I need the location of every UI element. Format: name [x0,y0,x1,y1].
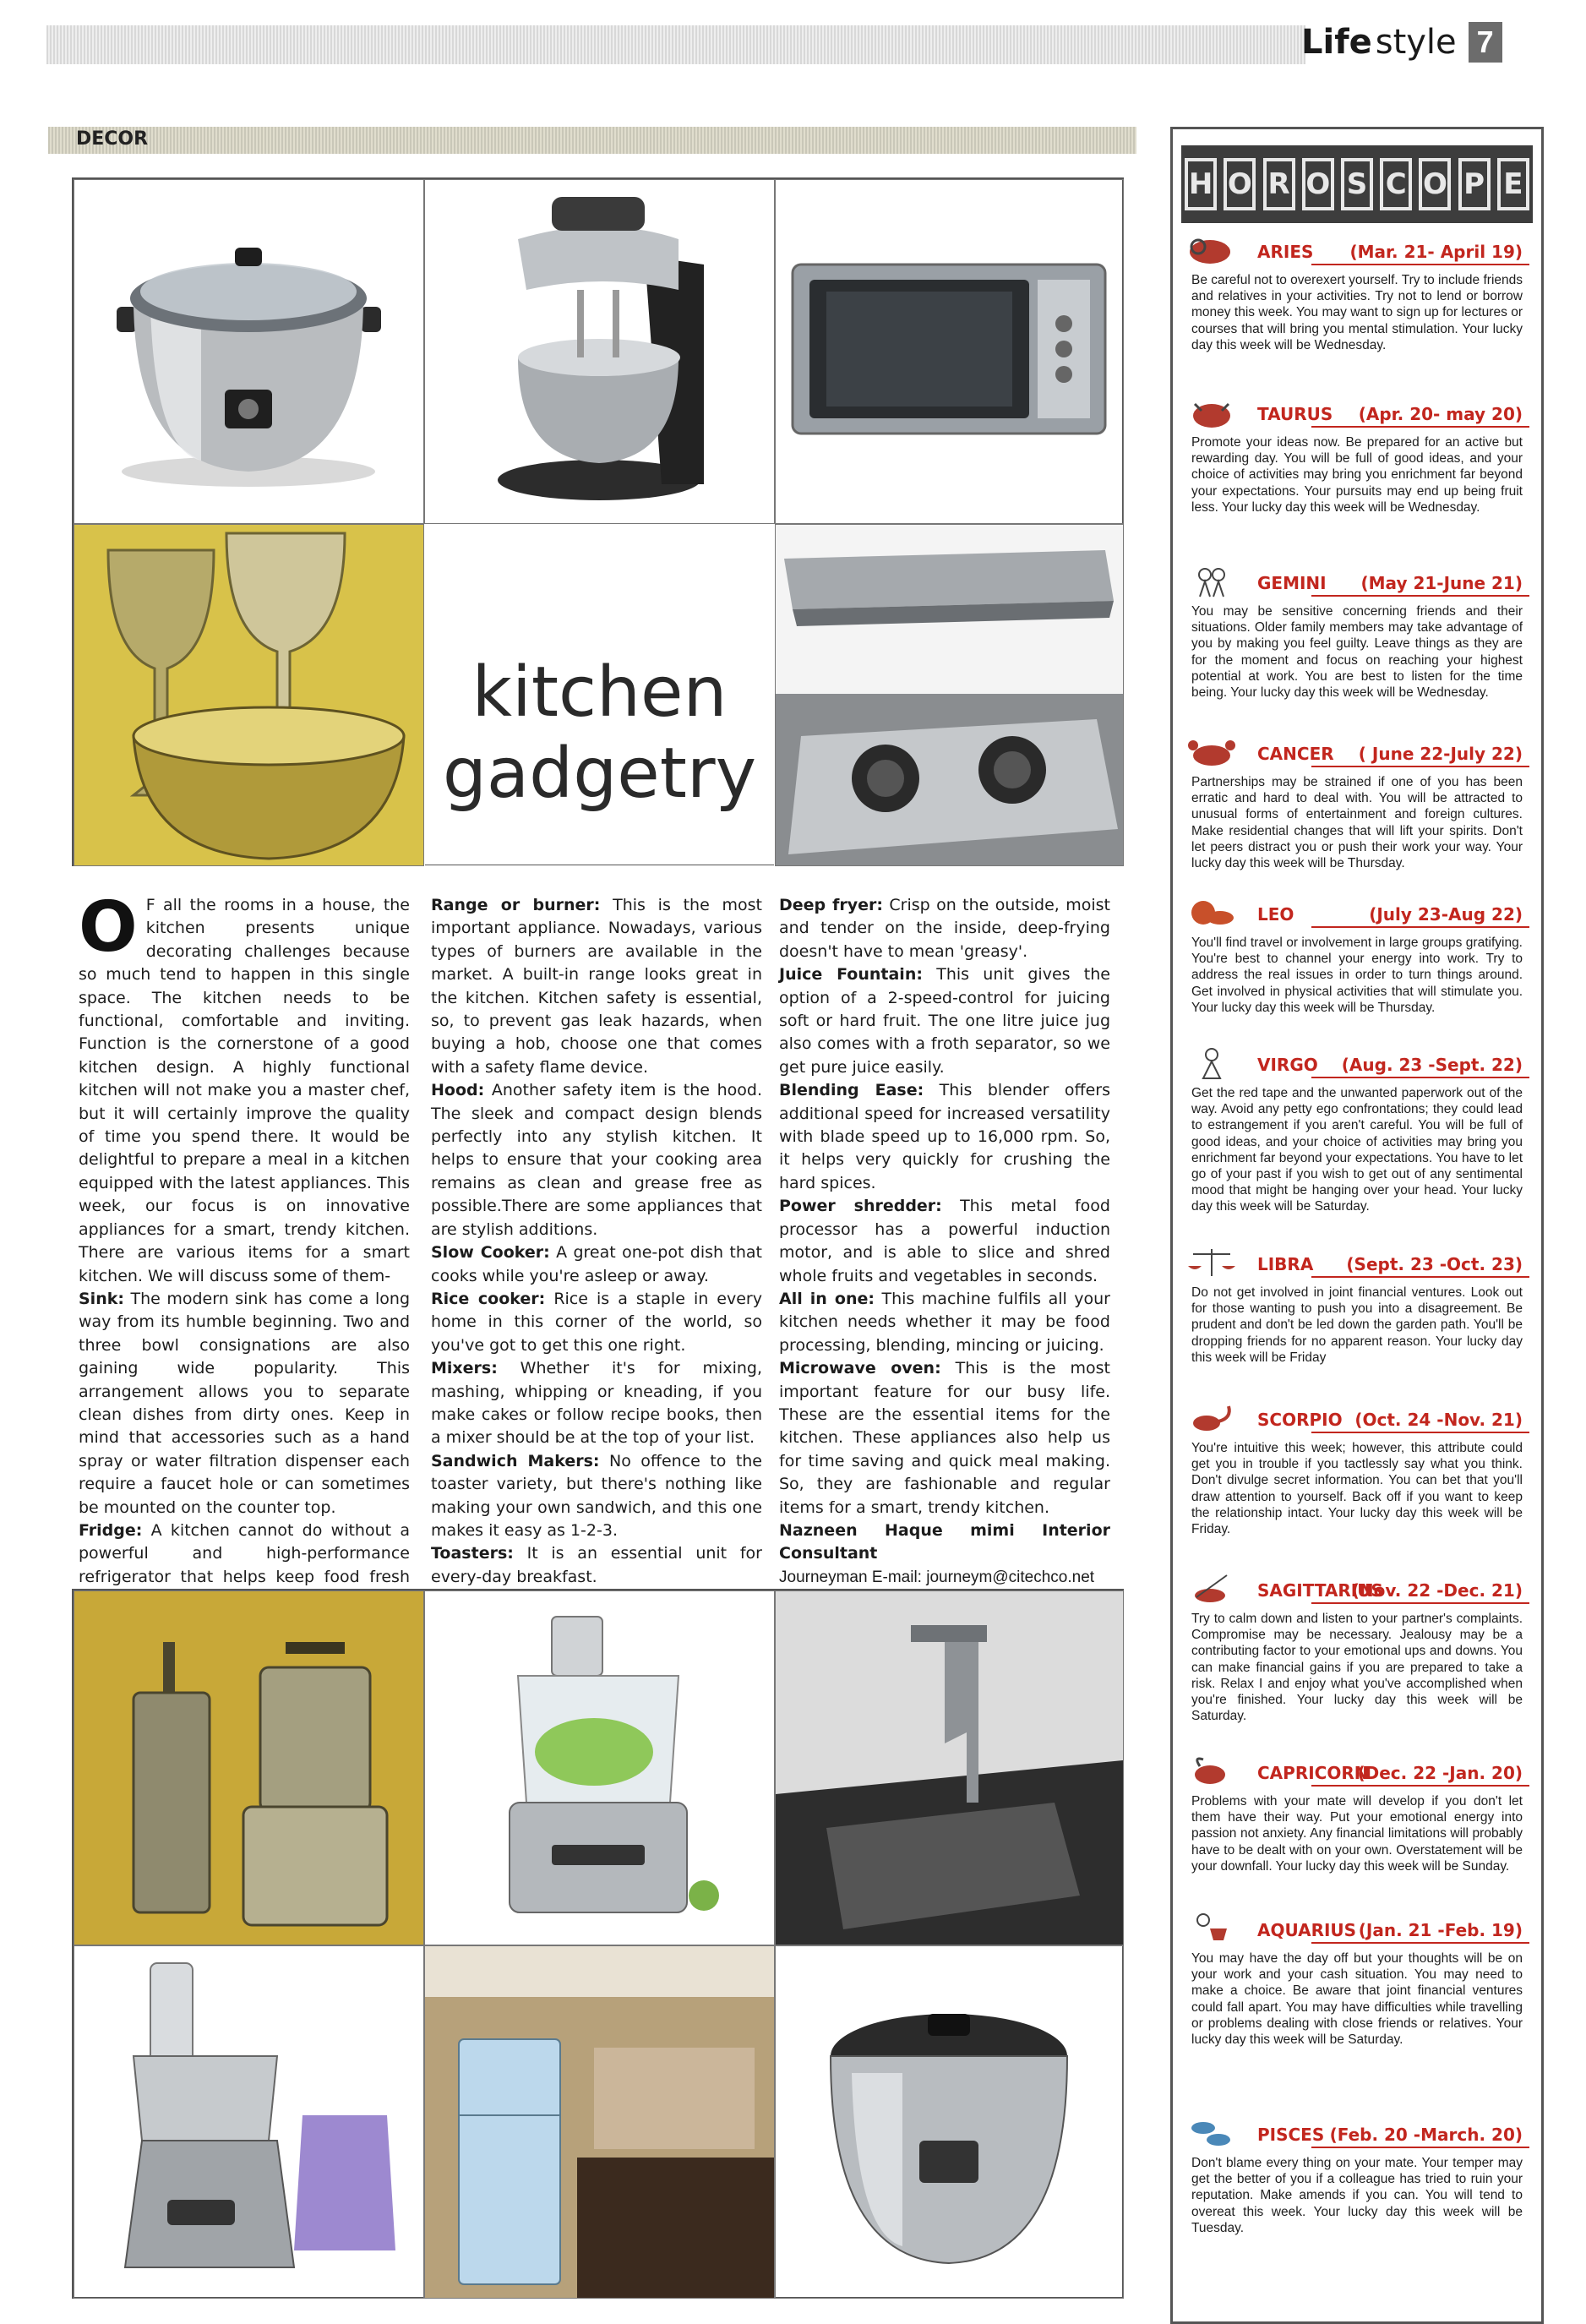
horoscope-letter: S [1341,158,1373,210]
sign-text: Promote your ideas now. Be prepared for an active but rewarding day. You will be full of good ideas, and your choice of activities may bring you enrichment far beyond your expectations. Your pursuits may end up being fruit less. Your lucky day this week will be Wednesday. [1191,435,1523,515]
sign-text: You may be sensitive concerning friends and their situations. Older family members may take advantage of you by making you feel guilty. Leave things as they are for the moment and focus on reaching your highest potential at work. You are best to listen for the time being. Your lucky day this week will be Wednesday. [1191,604,1523,701]
all-in-one-text: This machine fulfils all your kitchen needs whether it may be food processing, blending, mincing or juicing. [779,1289,1110,1355]
fridge-photo [424,1945,775,2299]
twins-icon [1185,565,1239,598]
sign-dates: (Oct. 24 -Nov. 21) [1354,1410,1523,1430]
bull-icon [1185,396,1239,429]
sign-dates: (Aug. 23 -Sept. 22) [1341,1055,1523,1075]
horoscope-letter: H [1185,158,1217,210]
microwave-photo [775,179,1124,524]
horoscope-letter: R [1263,158,1295,210]
sign-name: CAPRICORN [1257,1763,1369,1783]
blending-ease-label: Blending Ease: [779,1081,924,1100]
food-processor-photo [424,1590,775,1945]
title-line-2: gadgetry [442,734,757,814]
archer-icon [1185,1572,1239,1606]
sign-virgo [1185,1046,1529,1215]
article-title [424,524,775,866]
juice-fountain-label: Juice Fountain: [779,965,923,985]
toasters-text: It is an essential unit for every-day breakfast. [431,1544,762,1586]
horoscope-letter: E [1497,158,1529,210]
microwave-text: This is the most important feature for our busy life. These are the essential items for the kitchen. These appliances also help us for time saving and quick meal making. So, they are fashionable and regular items for a smart, trendy kitchen. [779,1359,1110,1517]
horoscope-title [1181,145,1533,223]
sign-text: You may have the day off but your thoughts will be on your work and your cash situation. You may need to make a choice. Be aware that joint financial ventures could fall apart. You may have difficulties while travelling or problems dealing with close friends or relatives. Your lucky day this week will be Saturday. [1191,1951,1523,2048]
horoscope-letter: O [1224,158,1256,210]
page-number: 7 [1469,22,1502,63]
brand-rest: style [1375,23,1457,62]
sign-aries [1185,233,1529,353]
sign-text: Partnerships may be strained if one of you has been erratic and hard to deal with. You will be attracted to unusual forms of entertainment and foreign cultures. Make residential changes that will lift your spirits. Don't let peers distract you or push their work your way. Your lucky day this week will be Thursday. [1191,775,1523,871]
sign-dates: ( June 22-July 22) [1358,744,1523,764]
deep-fryer-label: Deep fryer: [779,896,883,914]
horoscope-letter: O [1419,158,1451,210]
power-shredder-label: Power shredder: [779,1197,942,1216]
sign-aquarius [1185,1912,1529,2048]
sign-name: SAGITTARIUS [1257,1580,1383,1601]
ram-icon [1185,233,1239,267]
drop-cap: O [79,887,138,968]
horoscope-letter: P [1458,158,1491,210]
slow-cooker-text: A great one-pot dish that cooks while you're asleep or away. [431,1243,762,1285]
juice-fountain-text: This unit gives the option of a 2-speed-control for juicing soft or hard fruit. The one litre juice jug also comes with a froth separator, so we get pure juice easily. [779,965,1110,1077]
sign-dates: (Apr. 20- may 20) [1358,404,1523,424]
mixers-text: Whether it's for mixing, mashing, whipping or kneading, if you make cakes or follow recipe books, then a mixer should be at the top of your list. [431,1359,762,1448]
sign-text: Problems with your mate will develop if you don't let them have their way. Put your emotional energy into passion not anxiety. Any financial limitations will probably have to be dealt with on your own. Overstatement will be your downfall. Your lucky day this week will be Sunday. [1191,1794,1523,1874]
sign-dates: (Mar. 21- April 19) [1349,242,1523,262]
slow-cooker-photo [74,179,424,524]
section-brand [1301,17,1502,68]
sign-dates: (July 23-Aug 22) [1369,904,1523,925]
sign-dates: (Nov. 22 -Dec. 21) [1351,1580,1523,1601]
deep-fryer-text: Crisp on the outside, moist and tender on the inside, deep-frying doesn't have to mean 'greasy'. [779,896,1110,961]
sign-name: TAURUS [1257,404,1333,424]
author-credit: Nazneen Haque mimi Interior Consultant [779,1520,1110,1563]
juicer-photo [74,1945,424,2299]
maiden-icon [1185,1046,1239,1080]
kitchen-sink-photo [775,1590,1124,1945]
hood-text: Another safety item is the hood. The sleek and compact design blends perfectly into any stylish kitchen. It helps to ensure that your cooking area remains as clean and grease free as possible.There are some appliances that are stylish additions. [431,1081,762,1239]
blending-ease-text: This blender offers additional speed for increased versatility with blade speed up to 16,000 rpm. So, it helps very quickly for crushing the hard spices. [779,1081,1110,1192]
sign-leo [1185,896,1529,1016]
sign-name: AQUARIUS [1257,1920,1357,1940]
horoscope-letter: C [1380,158,1412,210]
sink-text: The modern sink has come a long way from its humble beginning. Two and three bowl consignations are also gaining wide popularity. This arrangement allows you to separate clean dishes from dirty ones. Keep in mind that accessories such as a hand spray or water filtration dispenser each require a faucet hole or can sometimes be mounted on the counter top. [79,1289,410,1517]
sign-taurus [1185,396,1529,516]
sandwich-text: No offence to the toaster variety, but there's nothing like making your own sandwich, and this one makes it easy as 1-2-3. [431,1451,762,1540]
sign-name: VIRGO [1257,1055,1318,1075]
sign-libra [1185,1246,1529,1366]
canisters-photo [74,1590,424,1945]
sign-name: ARIES [1257,242,1314,262]
sign-text: Be careful not to overexert yourself. Try to include friends and relatives in your activities. Try not to lend or borrow money this week. You may want to sign up for lectures or courses that will bring you mental stimulation. Your lucky day this week will be Wednesday. [1191,273,1523,352]
rice-cooker-label: Rice cooker: [431,1289,546,1308]
sign-pisces [1185,2116,1529,2236]
fish-icon [1185,2116,1239,2150]
brand-bold: Life [1301,23,1372,62]
sign-sagittarius [1185,1572,1529,1724]
sign-text: Try to calm down and listen to your partner's complaints. Compromise may be necessary. Jealousy may be a contributing factor to your emotional ups and downs. You can make financial gains if you are prepared to take a risk. Relax I and enjoy what you've accomplished when you're finished. Your lucky day this week will be Saturday. [1191,1612,1523,1724]
sandwich-label: Sandwich Makers: [431,1451,600,1470]
sign-dates: (Feb. 20 -March. 20) [1329,2125,1523,2145]
toasters-label: Toasters: [431,1544,514,1563]
stand-mixer-photo [424,179,775,524]
water-bearer-icon [1185,1912,1239,1945]
sign-dates: (Sept. 23 -Oct. 23) [1346,1254,1523,1274]
all-in-one-label: All in one: [779,1289,875,1308]
rice-cooker-photo [775,1945,1124,2299]
top-photo-grid [72,177,1124,866]
bottom-photo-grid [72,1589,1124,2299]
range-text: This is the most important appliance. Nowadays, various types of burners are available in the market. A built-in range looks great in the kitchen. Kitchen safety is essential, so, to prevent gas leak hazards, when buying a hob, choose one that comes with a safety flame device. [431,896,762,1077]
sign-gemini [1185,565,1529,701]
steel-bowls-photo [74,524,424,866]
sign-text: You're intuitive this week; however, this attribute could get you in trouble if you tactlessly say what you think. Don't divulge secret information. You can bet that you'll draw attention to yourself. Back off if you want to keep the relationship intact. Your lucky day this week will be Friday. [1191,1441,1523,1537]
sign-text: Do not get involved in joint financial ventures. Look out for those wanting to push you into a disagreement. Be prudent and don't be led down the garden path. You'll be dropping friends for no apparent reason. Your lucky day this week will be Friday [1191,1285,1523,1365]
article-column-3 [779,894,1110,1589]
scorpion-icon [1185,1401,1239,1435]
sign-text: Don't blame every thing on your mate. Your temper may get the better of you if a colleague has tried to ruin your reputation. Make amends if you can. You will tend to overeat this week. Your lucky day this week will be Tuesday. [1191,2156,1523,2235]
title-line-1: kitchen [471,652,728,733]
scales-icon [1185,1246,1239,1279]
section-label: DECOR [76,128,149,150]
header-band [46,25,1305,64]
fridge-label: Fridge: [79,1520,143,1540]
sign-cancer [1185,735,1529,871]
hood-label: Hood: [431,1081,485,1100]
range-label: Range or burner: [431,896,601,914]
crab-icon [1185,735,1239,769]
sign-text: Get the red tape and the unwanted paperwork out of the way. Avoid any petty ego confrontations; they could lead to estrangement if you aren't careful. You will be full of good ideas, and your choice of activities may bring you enrichment far beyond your expectations. You have to let go of your past if you wish to get out of any sentimental mood that might be hanging over your head. Your lucky day this week will be Saturday. [1191,1086,1523,1214]
sign-capricorn [1185,1754,1529,1874]
microwave-label: Microwave oven: [779,1359,941,1378]
sign-name: SCORPIO [1257,1410,1343,1430]
contact-line: Journeyman E-mail: journeym@citechco.net [779,1568,1095,1586]
slow-cooker-label: Slow Cooker: [431,1243,550,1263]
sign-dates: (May 21-June 21) [1360,573,1523,593]
power-shredder-text: This metal food processor has a powerful induction motor, and is able to slice and shred whole fruits and vegetables in seconds. [779,1197,1110,1285]
article-column-1 [79,887,410,1612]
mixers-label: Mixers: [431,1359,498,1378]
goat-icon [1185,1754,1239,1788]
sign-name: CANCER [1257,744,1334,764]
sign-dates: (Jan. 21 -Feb. 19) [1358,1920,1523,1940]
rice-cooker-text: Rice is a staple in every home in this corner of the world, so you've got to get this one right. [431,1289,762,1355]
horoscope-letter: O [1302,158,1334,210]
intro-paragraph: F all the rooms in a house, the kitchen presents unique decorating challenges because so much tend to happen in this single space. The kitchen needs to be functional, comfortable and inviting. Function is the cornerstone of a good kitchen design. A highly functional kitchen will not make you a master chef, but it will certainly improve the quality of time you spend there. It would be delightful to prepare a meal in a kitchen equipped with the latest appliances. This week, our focus is on innovative appliances for a smart, trendy kitchen. There are various items for a smart kitchen. We will discuss some of them- [79,896,410,1285]
sign-name: GEMINI [1257,573,1327,593]
sign-name: LIBRA [1257,1254,1314,1274]
article-column-2 [431,894,762,1589]
sign-dates: (Dec. 22 -Jan. 20) [1357,1763,1523,1783]
hood-and-hob-photo [775,524,1124,866]
fridge-text: A kitchen cannot do without a powerful and high-performance refrigerator that helps keep food fresh [79,1520,410,1586]
section-bar [48,127,1136,154]
lion-icon [1185,896,1239,930]
sign-text: You'll find travel or involvement in large groups gratifying. You're best to channel your energy into work. Try to address the real issues in order to turn things around. Get involved in physical activities that will stimulate you. Your lucky day this week will be Thursday. [1191,936,1523,1015]
sign-scorpio [1185,1401,1529,1537]
sink-label: Sink: [79,1289,124,1308]
sign-name: LEO [1257,904,1294,925]
sign-name: PISCES [1257,2125,1325,2145]
